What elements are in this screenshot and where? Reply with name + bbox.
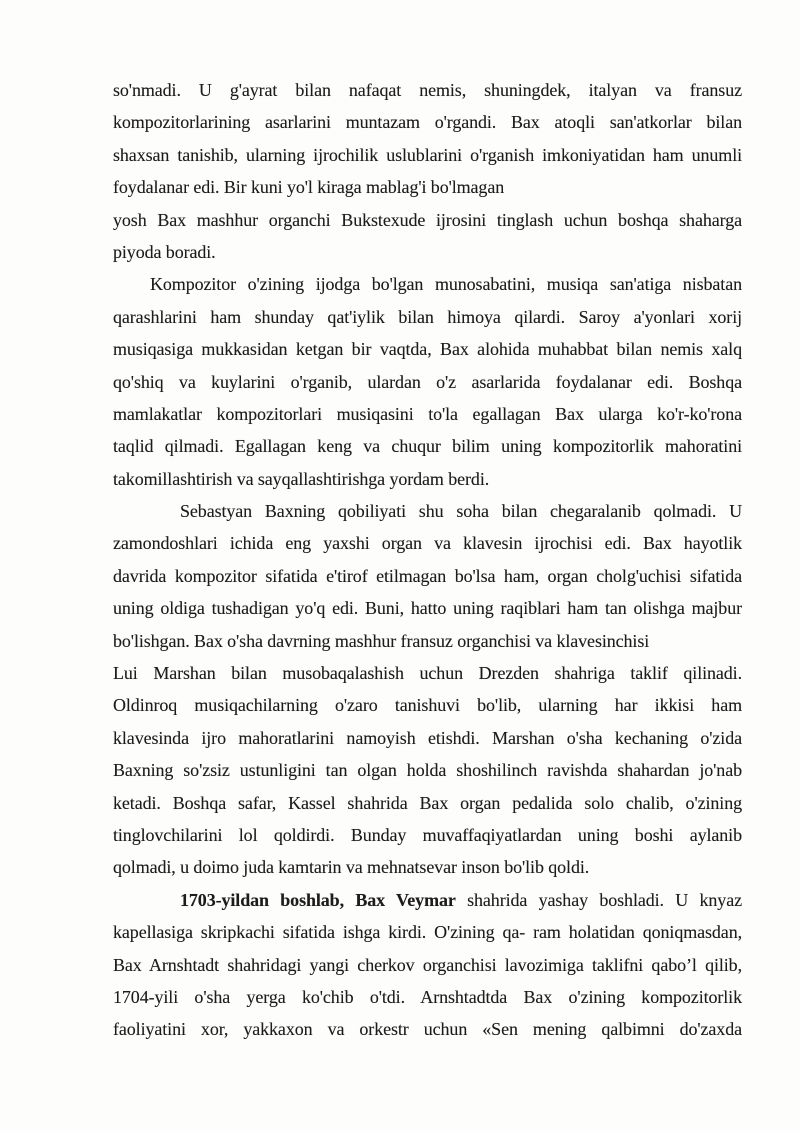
text-line: foydalanar edi. Bir kuni yo'l kiraga mablag'i bo'lmagan xyxy=(113,177,505,198)
text-line: faoliyatini xor, yakkaxon va orkestr uchun «Sen mening qalbimni do'zaxda xyxy=(113,1019,742,1040)
bold-lead-text: 1703-yildan boshlab, Bax Veymar xyxy=(180,889,456,910)
text-line: kapellasiga skripkachi sifatida ishga kirdi. O'zining qa- ram holatidan qoniqmasdan, xyxy=(113,922,742,943)
text-line: bo'lishgan. Bax o'sha davrning mashhur fransuz organchisi va klavesinchisi xyxy=(113,630,650,651)
text-line: tinglovchilarini lol qoldirdi. Bunday muvaffaqiyatlardan uning boshi aylanib xyxy=(113,824,742,845)
text-line: Kompozitor o'zining ijodga bo'lgan munosabatini, musiqa san'atiga nisbatan xyxy=(150,274,742,295)
text-line: 1703-yildan boshlab, Bax Veymar shahrida yashay boshladi. U knyaz xyxy=(180,889,742,910)
text-line: uning oldiga tushadigan yo'q edi. Buni, hatto uning raqiblari ham tan olishga majbur xyxy=(113,598,742,619)
text-line: Sebastyan Baxning qobiliyati shu soha bilan chegaralanib qolmadi. U xyxy=(180,501,742,522)
text-line: taqlid qilmadi. Egallagan keng va chuqur bilim uning kompozitorlik mahoratini xyxy=(113,436,742,457)
document-text-column xyxy=(113,74,742,1046)
text-line: davrida kompozitor sifatida e'tirof etilmagan bo'lsa ham, organ cholg'uchisi sifatida xyxy=(113,565,742,586)
text-line: musiqasiga mukkasidan ketgan bir vaqtda, Bax alohida muhabbat bilan nemis xalq xyxy=(113,339,742,360)
text-line: takomillashtirish va sayqallashtirishga yordam berdi. xyxy=(113,468,490,489)
text-line: zamondoshlari ichida eng yaxshi organ va klavesin ijrochisi edi. Bax hayotlik xyxy=(113,533,742,554)
text-line: ketadi. Boshqa safar, Kassel shahrida Bax organ pedalida solo chalib, o'zining xyxy=(113,792,742,813)
text-line: qarashlarini ham shunday qat'iylik bilan himoya qilardi. Saroy a'yonlari xorij xyxy=(113,306,742,327)
text-line: klavesinda ijro mahoratlarini namoyish etishdi. Marshan o'sha kechaning o'zida xyxy=(113,727,742,748)
text-line: mamlakatlar kompozitorlari musiqasini to'la egallagan Bax ularga ko'r-ko'rona xyxy=(113,403,742,424)
text-line: qo'shiq va kuylarini o'rganib, ulardan o'z asarlarida foydalanar edi. Boshqa xyxy=(113,371,742,392)
text-line: Oldinroq musiqachilarning o'zaro tanishuvi bo'lib, ularning har ikkisi ham xyxy=(113,695,742,716)
text-line: Bax Arnshtadt shahridagi yangi cherkov organchisi lavozimiga taklifni qabo’l qilib, xyxy=(113,954,742,975)
text-line: 1704-yili o'sha yerga ko'chib o'tdi. Arnshtadtda Bax o'zining kompozitorlik xyxy=(113,986,742,1007)
text-line: qolmadi, u doimo juda kamtarin va mehnatsevar inson bo'lib qoldi. xyxy=(113,857,590,878)
text-line: so'nmadi. U g'ayrat bilan nafaqat nemis, shuningdek, italyan va fransuz xyxy=(113,80,742,100)
text-line: Baxning so'zsiz ustunligini tan olgan holda shoshilinch ravishda shahardan jo'nab xyxy=(113,760,742,781)
text-line: shaxsan tanishib, ularning ijrochilik uslublarini o'rganish imkoniyatidan ham unumli xyxy=(113,144,742,165)
text-line: Lui Marshan bilan musobaqalashish uchun Drezden shahriga taklif qilinadi. xyxy=(113,663,742,684)
text-line: yosh Bax mashhur organchi Bukstexude ijrosini tinglash uchun boshqa shaharga xyxy=(113,209,742,230)
text-line: kompozitorlarining asarlarini muntazam o'rgandi. Bax atoqli san'atkorlar bilan xyxy=(113,112,742,133)
text-line: piyoda boradi. xyxy=(113,241,216,262)
